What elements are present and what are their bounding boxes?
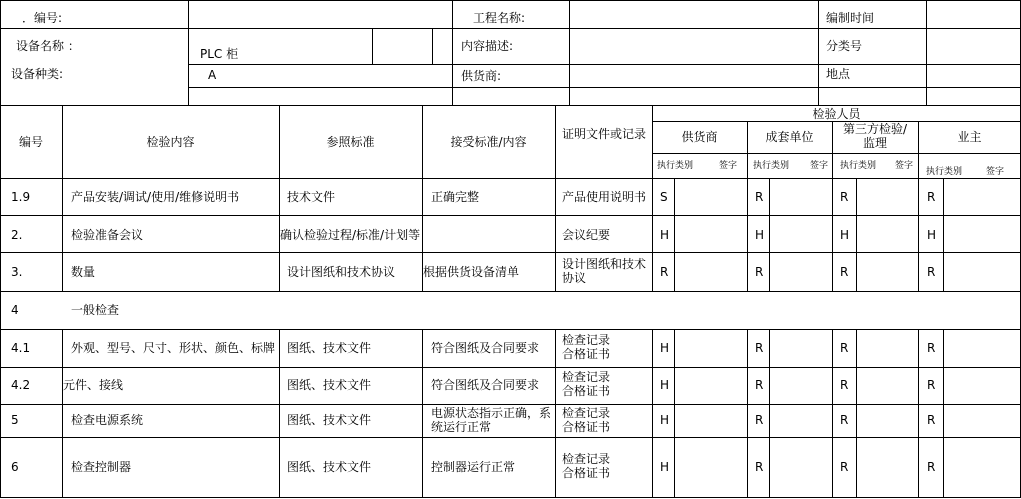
col-header-reference: 参照标准	[326, 135, 375, 149]
row-7-thirdparty-exec: R	[840, 413, 849, 427]
device-name-label: 设备名称 ：	[16, 39, 80, 53]
supplier-label: 供货商:	[461, 69, 502, 83]
row-6-proof: 检查记录 合格证书	[562, 370, 611, 398]
row-6-no: 4.2	[11, 378, 31, 392]
row-3-owner-exec: R	[927, 265, 936, 279]
row-8-thirdparty-exec: R	[840, 460, 849, 474]
project-name-label: 工程名称:	[473, 11, 526, 25]
row-5-contractor-exec: R	[755, 341, 764, 355]
row-8-proof: 检查记录 合格证书	[562, 452, 611, 480]
row-2-owner-exec: H	[927, 228, 937, 242]
row-7-acceptance: 电源状态指示正确，系统运行正常	[431, 406, 552, 434]
row-3-contractor-exec: R	[755, 265, 764, 279]
row-3-no: 3.	[11, 265, 23, 279]
sub-header-sign: 签字	[895, 161, 914, 171]
row-2-content: 检验准备会议	[71, 228, 144, 242]
row-1-acceptance: 正确完整	[431, 190, 480, 204]
row-6-thirdparty-exec: R	[840, 378, 849, 392]
row-5-proof: 检查记录 合格证书	[562, 333, 611, 361]
row-1-thirdparty-exec: R	[840, 190, 849, 204]
row-5-no: 4.1	[11, 341, 31, 355]
row-8-supplier-exec: H	[660, 460, 670, 474]
sub-header-exec-type: 执行类别	[753, 161, 790, 171]
row-2-contractor-exec: H	[755, 228, 765, 242]
sub-header-exec-type: 执行类别	[657, 161, 694, 171]
row-6-contractor-exec: R	[755, 378, 764, 392]
number-label: ．编号:	[22, 11, 63, 25]
row-3-proof: 设计图纸和技术协议	[562, 257, 647, 285]
row-8-contractor-exec: R	[755, 460, 764, 474]
row-2-thirdparty-exec: H	[840, 228, 850, 242]
location-label: 地点	[826, 67, 851, 81]
compile-time-label: 编制时间	[826, 11, 875, 25]
row-7-supplier-exec: H	[660, 413, 670, 427]
row-1-no: 1.9	[11, 190, 31, 204]
col-header-contractor: 成套单位	[765, 130, 814, 144]
device-type-label: 设备种类:	[11, 67, 64, 81]
col-header-owner: 业主	[957, 130, 982, 144]
row-5-thirdparty-exec: R	[840, 341, 849, 355]
row-7-proof: 检查记录 合格证书	[562, 406, 611, 434]
row-5-content: 外观、型号、尺寸、形状、颜色、标牌	[71, 341, 276, 355]
row-3-acceptance: 根据供货设备清单	[423, 265, 520, 279]
sub-header-sign: 签字	[810, 161, 829, 171]
row-6-content: 元件、接线	[63, 378, 124, 392]
row-3-content: 数量	[71, 265, 96, 279]
row-3-supplier-exec: R	[660, 265, 669, 279]
category-no-label: 分类号	[826, 39, 863, 53]
row-2-no: 2.	[11, 228, 23, 242]
row-4-no: 4	[11, 303, 19, 317]
device-type-value: A	[208, 68, 217, 82]
row-2-proof: 会议纪要	[562, 228, 611, 242]
col-header-inspectors: 检验人员	[812, 107, 861, 121]
row-3-reference: 设计图纸和技术协议	[287, 265, 396, 279]
row-7-content: 检查电源系统	[71, 413, 144, 427]
sub-header-sign: 签字	[719, 161, 738, 171]
col-header-content: 检验内容	[146, 135, 195, 149]
row-7-reference: 图纸、技术文件	[287, 413, 372, 427]
row-3-thirdparty-exec: R	[840, 265, 849, 279]
content-desc-label: 内容描述:	[461, 39, 514, 53]
row-1-owner-exec: R	[927, 190, 936, 204]
row-1-contractor-exec: R	[755, 190, 764, 204]
row-8-content: 检查控制器	[71, 460, 132, 474]
row-8-owner-exec: R	[927, 460, 936, 474]
col-header-third-party: 第三方检验/监理	[842, 122, 908, 150]
row-6-acceptance: 符合图纸及合同要求	[431, 378, 540, 392]
sub-header-sign: 签字	[986, 167, 1005, 177]
device-name-value: PLC 柜	[200, 47, 239, 61]
row-2-reference: 确认检验过程/标准/计划等	[280, 228, 421, 242]
sub-header-exec-type: 执行类别	[926, 167, 963, 177]
row-2-supplier-exec: H	[660, 228, 670, 242]
row-6-supplier-exec: H	[660, 378, 670, 392]
sub-header-exec-type: 执行类别	[840, 161, 877, 171]
row-7-no: 5	[11, 413, 19, 427]
row-5-acceptance: 符合图纸及合同要求	[431, 341, 540, 355]
row-7-contractor-exec: R	[755, 413, 764, 427]
row-8-reference: 图纸、技术文件	[287, 460, 372, 474]
col-header-acceptance: 接受标准/内容	[450, 135, 527, 149]
row-8-no: 6	[11, 460, 19, 474]
row-6-reference: 图纸、技术文件	[287, 378, 372, 392]
col-header-proof: 证明文件或记录	[561, 127, 646, 141]
col-header-supplier: 供货商	[681, 130, 718, 144]
row-5-reference: 图纸、技术文件	[287, 341, 372, 355]
row-6-owner-exec: R	[927, 378, 936, 392]
row-1-content: 产品安装/调试/使用/维修说明书	[71, 190, 240, 204]
row-1-supplier-exec: S	[660, 190, 668, 204]
row-1-proof: 产品使用说明书	[562, 190, 647, 204]
row-7-owner-exec: R	[927, 413, 936, 427]
row-5-owner-exec: R	[927, 341, 936, 355]
row-5-supplier-exec: H	[660, 341, 670, 355]
row-4-content: 一般检查	[71, 303, 120, 317]
row-8-acceptance: 控制器运行正常	[431, 460, 516, 474]
col-header-no: 编号	[18, 135, 43, 149]
row-1-reference: 技术文件	[287, 190, 336, 204]
